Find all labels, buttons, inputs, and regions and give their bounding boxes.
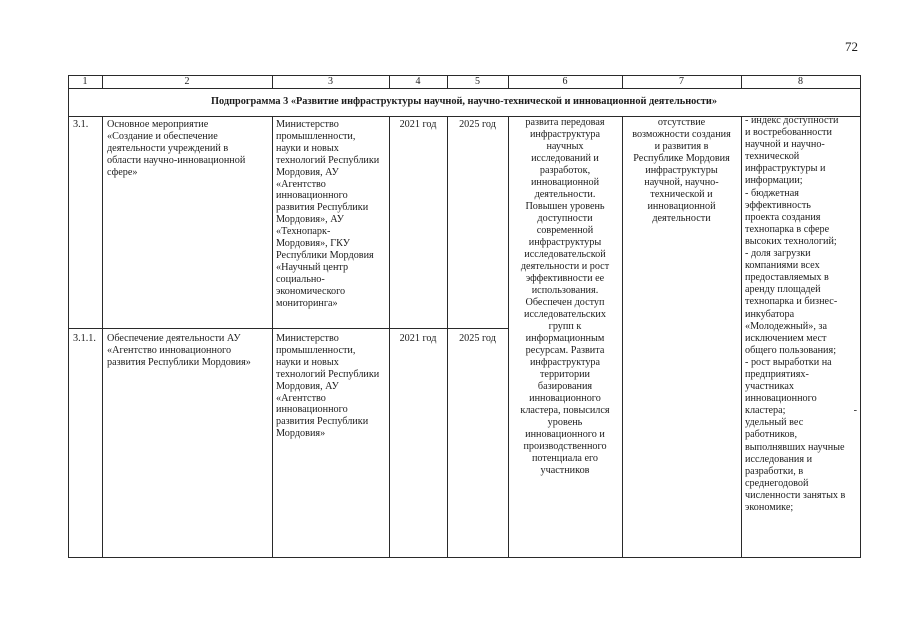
cell-text-line: деятельности.: [534, 189, 596, 200]
cell-text-line: инфраструктуры: [645, 165, 718, 176]
cell-text-line: научных: [546, 141, 584, 152]
cell-text-line: базирования: [537, 381, 593, 392]
row-separator: [68, 328, 508, 329]
column-divider: [102, 116, 103, 557]
cell-text-line: исследовательских: [524, 309, 606, 320]
subprogram-title: Подпрограмма 3 «Развитие инфраструктуры научной, научно-технической и инновационной деятельности»: [211, 96, 717, 107]
cell-text-line: территории: [539, 369, 591, 380]
activity-name: [107, 119, 270, 179]
cell-text-line: доступности: [537, 213, 593, 224]
cell-text-line: информации;: [745, 175, 803, 187]
cell-text-line: сфере»: [107, 166, 138, 178]
cell-text-line: Министерство: [276, 119, 339, 130]
cell-text-line: Мордовия, АУ: [276, 380, 339, 392]
cell-text-line: «Молодежный», за: [745, 320, 827, 332]
cell-text-line: мониторинга»: [276, 297, 338, 309]
cell-text-line: отсутствие: [657, 117, 706, 128]
header-bottom-border: [68, 88, 861, 89]
cell-text-line: технопарка и бизнес-: [745, 296, 838, 308]
cell-text-line: современной: [536, 225, 594, 236]
cell-text-line: технической и: [650, 189, 713, 200]
cell-text-line: области научно-инновационной: [107, 154, 246, 166]
cell-text-line: инновационного: [745, 393, 817, 405]
cell-text-line: инфраструктуры: [528, 237, 602, 248]
cell-text-line: предприятиях-: [745, 368, 809, 380]
table-right-border: [860, 75, 861, 558]
cell-text-line: развития Республики: [276, 202, 369, 214]
cell-text-line: науки и новых: [276, 356, 339, 368]
cell-text-line: информационным: [525, 333, 605, 344]
cell-text-line: численности занятых в: [745, 489, 846, 501]
cell-text-line: инновационной: [530, 177, 600, 188]
cell-text-line: исключением мест: [745, 332, 827, 344]
row-code: 3.1.1.: [73, 333, 96, 344]
cell-text-line: кластера, повысился: [520, 405, 610, 416]
cell-text-line: экономике;: [745, 502, 794, 513]
executors: [276, 333, 388, 440]
cell-text-line: деятельности учреждений в: [107, 142, 229, 154]
cell-text-line: Обеспечение деятельности АУ: [107, 333, 241, 344]
cell-text-line: промышленности,: [276, 130, 356, 142]
start-year: 2021 год: [399, 333, 437, 344]
cell-text-line: «Технопарк-: [276, 226, 331, 238]
cell-text-line: проекта создания: [745, 211, 821, 223]
cell-text-line: технической: [745, 151, 800, 163]
cell-text-line: предоставляемых в: [745, 272, 829, 284]
cell-text-line: исследований и: [531, 153, 599, 164]
cell-text-line: инновационной: [647, 201, 716, 212]
cell-text-line: эффективности ее: [525, 273, 605, 284]
cell-text-line: технологий Республики: [276, 154, 380, 166]
cell-text-line: компаниями всех: [745, 260, 820, 272]
cell-text-line: инфраструктура: [529, 357, 601, 368]
cell-text-line: уровень: [547, 417, 583, 428]
cell-text-line: производственного: [523, 441, 607, 452]
cell-text-line: инфраструктура: [529, 129, 601, 140]
cell-text-line: «Агентство инновационного: [107, 344, 232, 356]
header-col-8: 8: [798, 76, 803, 87]
cell-text-line: работников,: [745, 429, 797, 441]
cell-text-line: «Научный центр: [276, 261, 349, 273]
header-col-7: 7: [679, 76, 684, 87]
cell-text-line: исследовательской: [524, 249, 606, 260]
column-divider: [272, 116, 273, 557]
cell-text-line: аренду площадей: [745, 284, 821, 296]
header-col-5: 5: [475, 76, 480, 87]
cell-text-line: Министерство: [276, 333, 339, 344]
cell-text-line: Мордовия»: [276, 428, 326, 440]
cell-text-line: участников: [540, 465, 590, 476]
cell-text-line: развития Республики: [276, 416, 369, 428]
end-year: 2025 год: [459, 333, 496, 344]
cell-text-fragment: -: [853, 405, 857, 417]
cell-text-line: научной, научно-: [644, 177, 719, 188]
cell-text-line: научной и научно-: [745, 139, 825, 151]
cell-text-line: инкубатора: [745, 308, 795, 320]
header-col-3: 3: [328, 76, 333, 87]
cell-text-line: использования.: [531, 285, 599, 296]
cell-text-line: выполнявших научные: [745, 441, 845, 453]
cell-text-line: высоких технологий;: [745, 235, 837, 247]
cell-text-line: промышленности,: [276, 344, 356, 356]
cell-text-line: деятельности и рост: [520, 261, 610, 272]
cell-text-line: «Агентство: [276, 392, 326, 404]
cell-text-line: науки и новых: [276, 142, 339, 154]
executors: [276, 119, 388, 310]
cell-text-fragment: кластера;: [745, 405, 786, 417]
cell-text-line: - рост выработки на: [745, 356, 832, 368]
cell-text-line: развития Республики Мордовия»: [107, 356, 251, 368]
cell-text-line: технологий Республики: [276, 368, 380, 380]
expected-result: [508, 117, 622, 477]
cell-text-line: технопарка в сфере: [745, 223, 830, 235]
end-year: 2025 год: [459, 119, 496, 130]
cell-text-line: ресурсам. Развита: [525, 345, 605, 356]
column-divider: [741, 116, 742, 557]
cell-text-line: общего пользования;: [745, 344, 837, 356]
cell-text-line: и развития в: [654, 141, 709, 152]
cell-text-line: инновационного: [276, 190, 348, 202]
cell-text-line: Основное мероприятие: [107, 119, 209, 130]
cell-text-line: участниках: [745, 381, 795, 393]
row-code: 3.1.: [73, 119, 89, 130]
header-col-4: 4: [415, 76, 421, 87]
cell-text-line: «Создание и обеспечение: [107, 130, 218, 142]
cell-text-line: эффективность: [745, 199, 811, 211]
cell-text-line: возможности создания: [632, 129, 731, 140]
cell-text-line: групп к: [548, 321, 582, 332]
cell-text-line: Республики Мордовия: [276, 249, 374, 261]
cell-text-line: [745, 405, 857, 417]
cell-text-line: Повышен уровень: [525, 201, 605, 212]
related-indicators: [745, 115, 857, 514]
cell-text-line: «Агентство: [276, 178, 326, 190]
cell-text-line: удельный вес: [745, 417, 804, 429]
cell-text-line: экономического: [276, 285, 346, 297]
cell-text-line: - индекс доступности: [745, 115, 839, 126]
table-left-border: [68, 75, 69, 558]
cell-text-line: разработки, в: [745, 465, 804, 477]
cell-text-line: развита передовая: [525, 117, 605, 128]
cell-text-line: - бюджетная: [745, 187, 799, 199]
start-year: 2021 год: [399, 119, 437, 130]
cell-text-line: среднегодовой: [745, 477, 809, 489]
cell-text-line: Мордовия», ГКУ: [276, 238, 350, 250]
cell-text-line: инновационного: [276, 404, 348, 416]
cell-text-line: инновационного: [529, 393, 601, 404]
subtitle-bottom-border: [68, 116, 861, 117]
cell-text-line: и востребованности: [745, 127, 832, 139]
table-bottom-border: [68, 557, 861, 558]
cell-text-line: разработок,: [539, 165, 591, 176]
cell-text-line: Мордовия», АУ: [276, 214, 344, 226]
cell-text-line: инфраструктуры и: [745, 163, 826, 175]
activity-name: [107, 333, 270, 369]
header-col-1: 1: [82, 76, 88, 87]
cell-text-line: социально-: [276, 273, 325, 285]
header-col-6: 6: [562, 76, 568, 87]
cell-text-line: Мордовия, АУ: [276, 166, 339, 178]
cell-text-line: Республике Мордовия: [633, 153, 730, 164]
header-col-2: 2: [184, 76, 190, 87]
non-implementation-consequences: [622, 117, 741, 225]
page-number: 72: [845, 39, 858, 54]
cell-text-line: инновационного и: [525, 429, 605, 440]
cell-text-line: деятельности: [652, 213, 711, 224]
cell-text-line: потенциала его: [531, 453, 599, 464]
cell-text-line: - доля загрузки: [745, 248, 811, 260]
cell-text-line: исследования и: [745, 453, 813, 465]
cell-text-line: Обеспечен доступ: [525, 297, 605, 308]
